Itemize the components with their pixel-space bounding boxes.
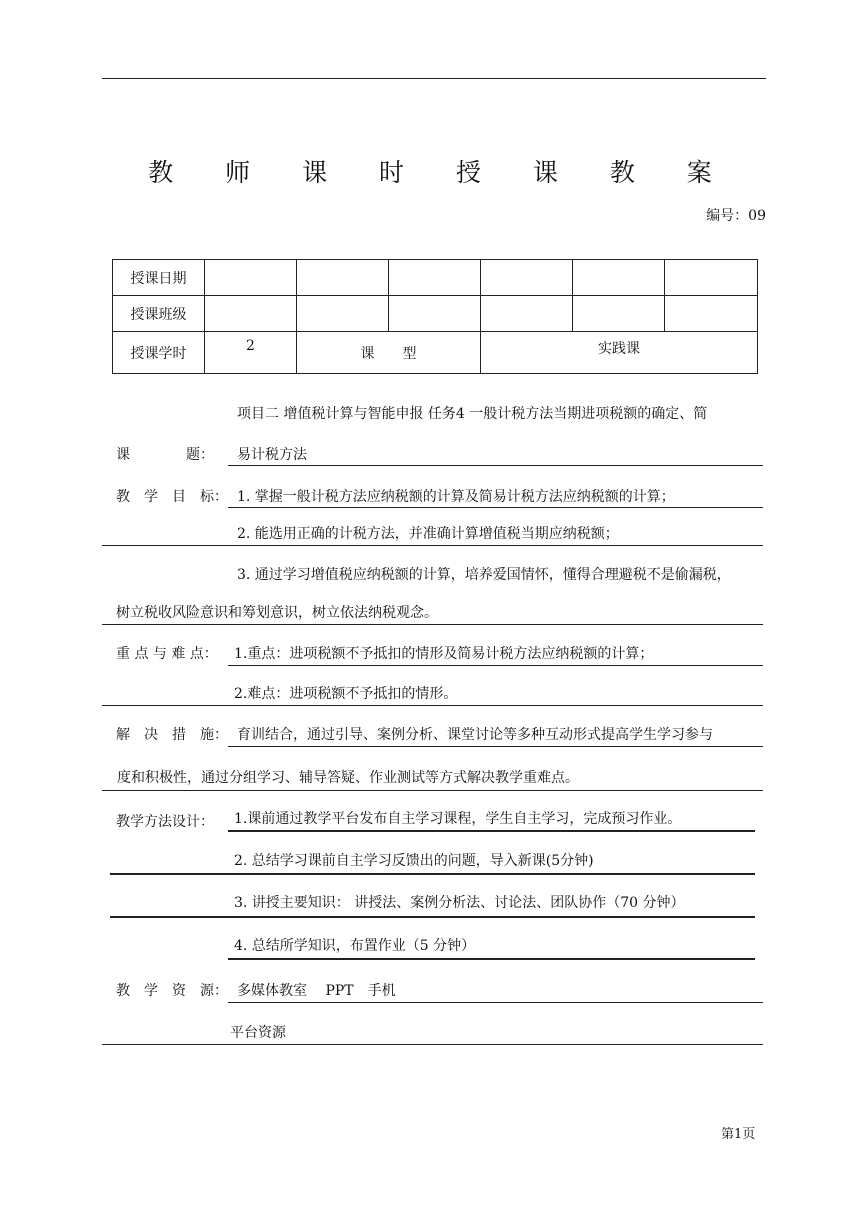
measures-line2: 度和积极性，通过分组学习、辅导答疑、作业测试等方式解决教学重难点。 <box>117 770 579 786</box>
course-type-value: 实践课 <box>481 332 758 374</box>
document-number: 编号：09 <box>706 208 766 224</box>
table-row <box>113 260 758 296</box>
table-cell <box>205 296 297 332</box>
goal-item: 3. 通过学习增值税应纳税额的计算，培养爱国情怀，懂得合理避税不是偷漏税， <box>237 567 731 583</box>
table-cell <box>389 296 481 332</box>
divider <box>228 507 763 508</box>
goal-item: 2. 能选用正确的计税方法，并准确计算增值税当期应纳税额； <box>237 526 619 542</box>
label-date: 授课日期 <box>113 260 205 296</box>
table-cell <box>297 260 389 296</box>
measures-line1: 育训结合，通过引导、案例分析、课堂讨论等多种互动形式提高学生学习参与 <box>237 727 713 743</box>
table-cell <box>573 296 665 332</box>
divider <box>228 746 763 747</box>
info-table <box>112 259 758 374</box>
method-item: 1.课前通过教学平台发布自主学习课程，学生自主学习，完成预习作业。 <box>234 811 682 827</box>
measures-label: 解 决 措 施： <box>116 727 228 743</box>
method-item: 3. 讲授主要知识： 讲授法、案例分析法、讨论法、团队协作（70 分钟） <box>234 895 685 911</box>
methods-label: 教学方法设计： <box>116 814 214 830</box>
divider <box>110 916 755 918</box>
table-cell <box>481 296 573 332</box>
resource-item: 平台资源 <box>230 1025 286 1041</box>
topic-line1: 项目二 增值税计算与智能申报 任务4 一般计税方法当期进项税额的确定、简 <box>237 406 708 422</box>
goal-item: 1. 掌握一般计税方法应纳税额的计算及简易计税方法应纳税额的计算； <box>237 489 675 505</box>
label-hours: 授课学时 <box>113 332 205 374</box>
divider <box>102 624 763 625</box>
table-row <box>113 296 758 332</box>
divider <box>228 465 763 466</box>
table-cell <box>205 260 297 296</box>
table-cell <box>389 260 481 296</box>
resources-label: 教 学 资 源： <box>116 983 228 999</box>
key-point-item: 1.重点：进项税额不予抵扣的情形及简易计税方法应纳税额的计算； <box>234 646 654 662</box>
divider <box>228 1002 763 1003</box>
hours-value: 2 <box>205 332 297 374</box>
table-cell <box>481 260 573 296</box>
divider <box>102 1044 763 1045</box>
goals-label: 教 学 目 标： <box>116 489 228 505</box>
divider <box>228 665 763 666</box>
page-number: 第1页 <box>721 1127 756 1142</box>
topic-line2: 易计税方法 <box>237 447 307 463</box>
label-course-type: 课 型 <box>297 332 481 374</box>
key-points-label: 重 点 与 难 点： <box>116 646 218 662</box>
resource-item: 多媒体教室 PPT 手机 <box>237 983 396 999</box>
divider <box>102 545 763 546</box>
table-cell <box>665 296 758 332</box>
method-item: 4. 总结所学知识，布置作业（5 分钟） <box>234 938 476 954</box>
table-cell <box>665 260 758 296</box>
goal-item: 树立税收风险意识和筹划意识，树立依法纳税观念。 <box>116 605 438 621</box>
method-item: 2. 总结学习课前自主学习反馈出的问题，导入新课(5分钟) <box>234 853 594 869</box>
topic-label: 课 题： <box>116 447 214 463</box>
table-cell <box>573 260 665 296</box>
table-cell <box>297 296 389 332</box>
divider <box>102 705 763 706</box>
page-title: 教 师 课 时 授 课 教 案 <box>148 158 734 187</box>
table-row <box>113 332 758 374</box>
divider <box>228 830 755 832</box>
divider <box>110 873 755 875</box>
label-class: 授课班级 <box>113 296 205 332</box>
divider <box>102 790 763 791</box>
header-rule <box>102 78 766 79</box>
divider <box>228 958 755 960</box>
key-point-item: 2.难点：进项税额不予抵扣的情形。 <box>234 686 458 702</box>
